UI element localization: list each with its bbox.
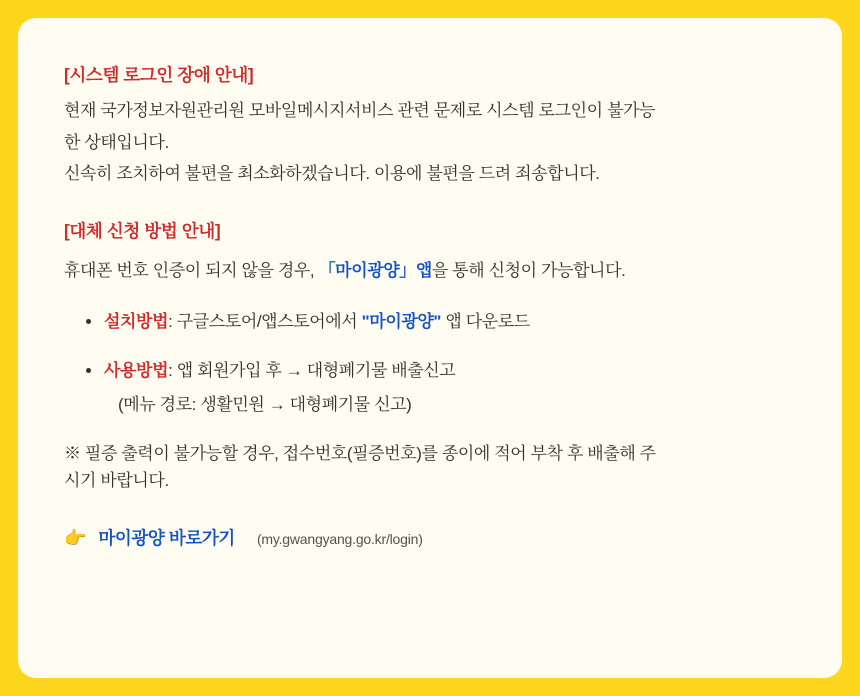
notice-card (18, 18, 842, 678)
app-name-highlight: 「마이광양」앱 (318, 260, 432, 280)
footnote (64, 440, 796, 495)
apology-text: 신속히 조치하여 불편을 최소화하겠습니다. 이용에 불편을 드려 죄송합니다. (64, 164, 600, 184)
link-url-text: (my.gwangyang.go.kr/login) (256, 530, 423, 547)
intro-prefix: 휴대폰 번호 인증이 되지 않을 경우, (64, 260, 319, 280)
step-text-before: : 구글스토어/앱스토어에서 (168, 312, 362, 332)
system-failure-heading: [시스템 로그인 장애 안내] (64, 65, 254, 85)
alternative-method-heading: [대체 신청 방법 안내] (64, 220, 221, 241)
footnote-line-1: ※ 필증 출력이 불가능할 경우, 접수번호(필증번호)를 종이에 적어 부착 후 배출해 주 (64, 443, 656, 463)
step-label: 사용방법 (104, 361, 169, 381)
alternative-method-intro (64, 257, 796, 285)
footnote-line-2: 시기 바랍니다. (64, 471, 169, 491)
steps-list (64, 308, 796, 418)
step-text-before: : 앱 회원가입 후 → 대형폐기물 배출신고 (168, 361, 456, 381)
step-text-after: 앱 다운로드 (441, 312, 530, 332)
list-item (64, 357, 796, 417)
link-row (64, 525, 796, 550)
system-failure-body-line-2: 한 상태입니다. (64, 132, 169, 152)
my-gwangyang-link[interactable]: 마이광양 바로가기 (98, 527, 235, 548)
step-sub-path: (메뉴 경로: 생활민원 → 대형폐기물 신고) (118, 394, 412, 414)
point-right-icon: 👉 (64, 527, 87, 548)
step-highlight: "마이광양" (361, 312, 442, 332)
intro-suffix: 을 통해 신청이 가능합니다. (431, 260, 626, 280)
step-label: 설치방법 (104, 312, 169, 332)
list-item (64, 308, 796, 335)
system-failure-body-line-1: 현재 국가정보자원관리원 모바일메시지서비스 관련 문제로 시스템 로그인이 불가능 (64, 101, 656, 120)
